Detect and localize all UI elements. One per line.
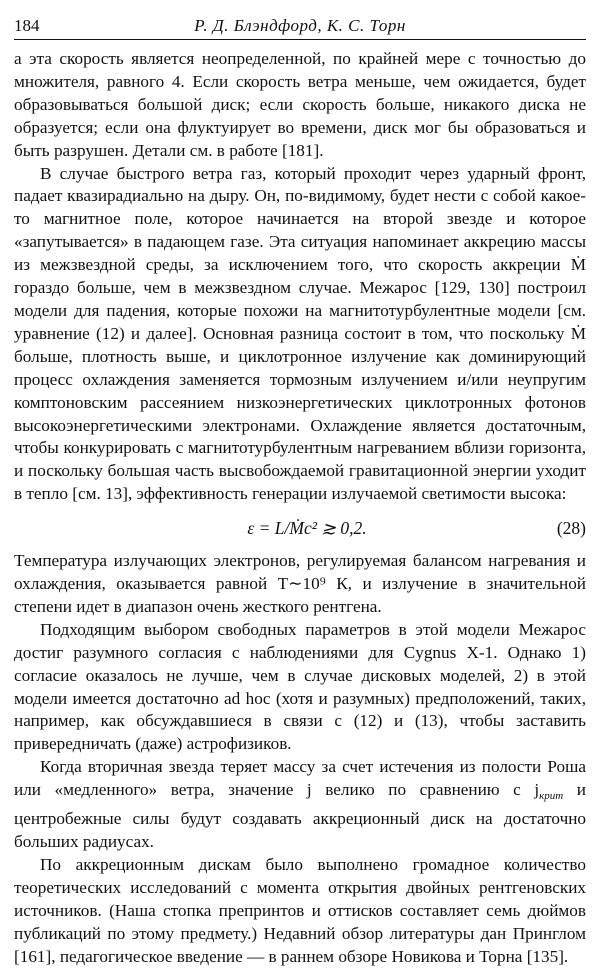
- equation-28: [14, 506, 586, 550]
- paragraph: а эта скорость является неопределенной, по крайней мере с точностью до множителя, равного 4. Если скорость ветра меньше, чем ожидается, будет образовываться большой диск; если скорость больше, никакого диска не образуется; если она флуктуирует во времени, диск мог бы образоваться и быть разрушен. Детали см. в работе [181].: [14, 49, 586, 160]
- paragraph-text: и центробежные силы будут создавать аккреционный диск на достаточно больших радиусах.: [14, 780, 586, 851]
- paragraph: [14, 756, 586, 854]
- paragraph: По аккреционным дискам было выполнено громадное количество теоретических исследований с момента открытия двойных рентгеновских источников. (Наша стопка препринтов и оттисков составляет семь дюймов публикаций по этому предмету.) Недавний обзор литературы дан Принглом [161], педагогическое введение — в раннем обзоре Новикова и Торна [135].: [14, 854, 586, 966]
- equation-number: (28): [556, 517, 586, 538]
- running-head-authors: Р. Д. Блэндфорд, К. С. Торн: [194, 16, 406, 35]
- running-header: [14, 16, 586, 40]
- paragraph: Температура излучающих электронов, регулируемая балансом нагревания и охлаждения, оказывается равной T∼10⁹ К, и излучение в значительной степени идет в диапазон очень жесткого рентгена.: [14, 551, 586, 616]
- paragraph: Подходящим выбором свободных параметров в этой модели Межарос достиг разумного согласия с наблюдениями для Cygnus X-1. Однако 1) согласие оказалось не лучше, чем в случае дисковых моделей, 2) в этой модели имеется достаточно ad hoc (хотя и разумных) предположений, таких, например, как обсуждавшиеся в связи с (12) и (13), чтобы заставить привередничать (даже) астрофизиков.: [14, 619, 586, 754]
- paragraph: В случае быстрого ветра газ, который проходит через ударный фронт, падает квазирадиально на дыру. Он, по-видимому, будет нести с собой какое-то магнитное поле, которое начинается на второй звезде и которое «запутывается» в падающем газе. Эта ситуация напоминает аккрецию массы из межзвездной среды, за исключением того, что скорость аккреции Ṁ гораздо больше, чем в межзвездном случае. Межарос [129, 130] построил модели для падения, которые похожи на магнитотурбулентные модели [см. уравнение (12) и далее]. Основная разница состоит в том, что поскольку Ṁ больше, плотность выше, и циклотронное излучение как доминирующий процесс охлаждения заменяется тормозным излучением и/или неупругим комптоновским рассеянием низкоэнергетических циклотронных фотонов высокоэнергетическими электронами. Охлаждение является достаточным, чтобы конкурировать с магнитотурбулентным нагреванием вблизи горизонта, и поскольку большая часть высвобождаемой гравитационной энергии уходит в тепло [см. 13], эффективность генерации излучаемой светимости высока:: [14, 163, 586, 504]
- paragraph-text: Когда вторичная звезда теряет массу за счет истечения из полости Роша или «медленного» ветра, значение j велико по сравнению с j: [14, 757, 586, 800]
- equation-expression: ε = L/Ṁc² ≳ 0,2.: [247, 517, 367, 538]
- subscript: крит: [539, 790, 564, 803]
- page-number: 184: [14, 16, 40, 35]
- body-text: [14, 48, 586, 968]
